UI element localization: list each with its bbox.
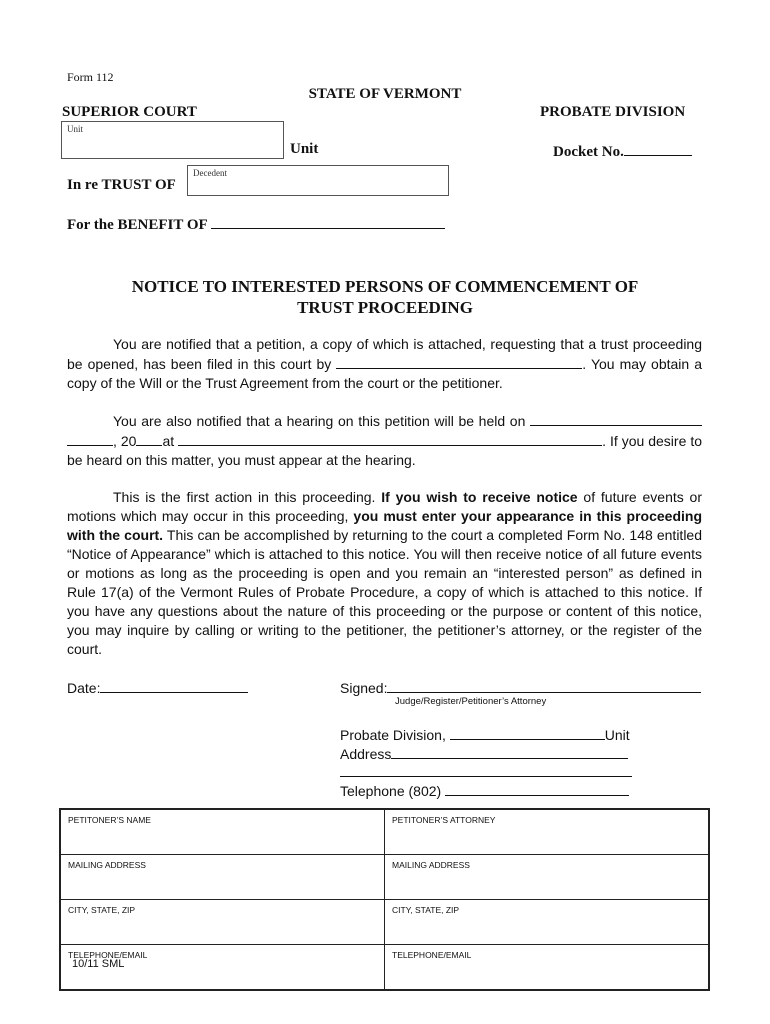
hearing-year-blank[interactable] [136, 431, 162, 446]
hearing-day-blank[interactable] [67, 431, 113, 446]
para2-text-a: You are also notified that a hearing on this petition will be held on [113, 413, 526, 429]
attorney-telephone-email-cell[interactable]: TELEPHONE/EMAIL [385, 945, 710, 991]
benefit-label: For the BENEFIT OF [67, 217, 208, 233]
signed-caption: Judge/Register/Petitioner’s Attorney [395, 696, 547, 707]
probate-unit-suffix: Unit [604, 727, 630, 743]
date-line [67, 678, 248, 696]
probate-unit-blank[interactable] [450, 725, 605, 740]
petitioner-name-cell[interactable]: PETITONER’S NAME [60, 809, 385, 855]
table-row [60, 900, 709, 945]
attorney-city-state-zip-cell[interactable]: CITY, STATE, ZIP [385, 900, 710, 945]
revision-footer: 10/11 SML [72, 958, 125, 970]
signed-line [340, 678, 701, 696]
para1-text-a: You are notified that a petition, a copy of which is attached, requesting that a trust proceeding be opened, has been filed in this court by [67, 336, 702, 372]
hearing-date-blank[interactable] [530, 411, 702, 426]
para3-text-c: of future events or motions which may occur in this proceeding, [67, 489, 703, 524]
signed-label: Signed: [340, 680, 388, 696]
first-action-paragraph [67, 488, 702, 659]
para3-bold-d: you must enter your appearance in this proceeding with the court. [67, 508, 703, 543]
para3-bold-b: If you wish to receive notice [381, 489, 578, 505]
probate-label: Probate Division, [340, 727, 446, 743]
unit-field[interactable] [61, 121, 284, 159]
docket-number-field[interactable] [553, 141, 692, 161]
petitioner-attorney-cell[interactable]: PETITONER’S ATTORNEY [385, 809, 710, 855]
telephone-label: Telephone (802) [340, 783, 442, 799]
petitioner-telephone-email-cell[interactable]: TELEPHONE/EMAIL [60, 945, 385, 991]
attorney-mailing-address-cell[interactable]: MAILING ADDRESS [385, 855, 710, 900]
benefit-blank[interactable] [211, 214, 445, 229]
petitioner-mailing-address-cell[interactable]: MAILING ADDRESS [60, 855, 385, 900]
address-label: Address [340, 746, 392, 762]
table-row [60, 855, 709, 900]
date-label: Date: [67, 680, 101, 696]
telephone-blank[interactable] [445, 781, 629, 796]
notice-title-line1: NOTICE TO INTERESTED PERSONS OF COMMENCEMENT OF [131, 277, 639, 296]
hearing-paragraph [67, 411, 702, 470]
para3-text-e: This can be accomplished by returning to the court a completed Form No. 148 entitled “Notice of Appearance” which is attached to this notice. You will then receive notice of all future events or motions as long as the proceeding is open and you remain an “interested person” as defined in Rule 17(a) of the Vermont Rules of Probate Procedure, a copy of which is attached to this notice. If you have any questions about the nature of this proceeding or the purpose or content of this notice, you may inquire by calling or writing to the petitioner, the petitioner’s attorney, or the register of the court. [67, 527, 703, 657]
petitioner-city-state-zip-cell[interactable]: CITY, STATE, ZIP [60, 900, 385, 945]
probate-division-line [340, 725, 630, 743]
docket-blank[interactable] [624, 141, 692, 156]
para3-text-a: This is the first action in this proceeding. [113, 489, 376, 505]
notice-title-line2: TRUST PROCEEDING [297, 298, 473, 317]
para1-text-b: . You may obtain a copy of the Will or the Trust Agreement from the court or the petitioner. [67, 356, 702, 391]
para2-text-c: at [162, 433, 175, 449]
decedent-field-caption: Decedent [193, 168, 227, 178]
form-number: Form 112 [67, 70, 114, 84]
parties-table [59, 808, 710, 991]
address-blank-second-line[interactable] [340, 762, 632, 777]
table-row [60, 809, 709, 855]
in-re-trust-label: In re TRUST OF [67, 177, 176, 193]
court-heading: SUPERIOR COURT [62, 104, 197, 120]
notice-title [0, 276, 770, 318]
decedent-field[interactable] [187, 165, 449, 196]
state-heading: STATE OF VERMONT [308, 86, 462, 102]
address-line [340, 744, 628, 762]
date-blank[interactable] [100, 678, 248, 693]
unit-field-caption: Unit [67, 124, 84, 134]
division-heading: PROBATE DIVISION [540, 104, 686, 120]
benefit-of-line [67, 214, 445, 234]
petition-paragraph [67, 335, 702, 393]
para2-text-d: . If you desire to be heard on this matter, you must appear at the hearing. [67, 433, 703, 468]
unit-label: Unit [290, 141, 319, 157]
docket-label: Docket No. [553, 144, 624, 160]
petitioner-blank[interactable] [336, 354, 582, 369]
address-blank[interactable] [391, 744, 628, 759]
signature-blank[interactable] [387, 678, 701, 693]
telephone-line [340, 781, 629, 799]
hearing-location-blank[interactable] [178, 431, 602, 446]
table-row [60, 945, 709, 991]
para2-text-b: , 20 [113, 433, 137, 449]
